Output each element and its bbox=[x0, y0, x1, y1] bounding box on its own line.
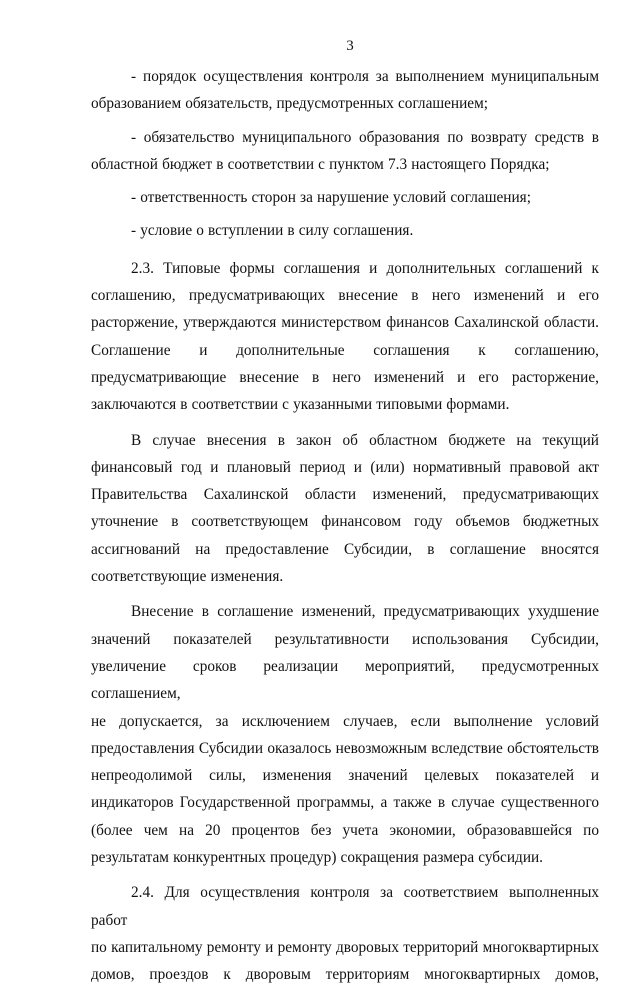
paragraph-line: уточнение в соответствующем финансовом году объемов бюджетных bbox=[91, 513, 599, 531]
document-body bbox=[91, 63, 599, 989]
paragraph bbox=[91, 63, 599, 118]
paragraph-line: Соглашение и дополнительные соглашения к соглашению, bbox=[91, 341, 599, 359]
paragraph-line: по капитальному ремонту и ремонту дворовых территорий многоквартирных bbox=[91, 938, 599, 956]
paragraph-line: соглашению, предусматривающих внесение в него изменений и его bbox=[91, 287, 599, 305]
paragraph-line: (более чем на 20 процентов без учета экономии, образовавшейся по bbox=[91, 821, 599, 839]
paragraph-line: - порядок осуществления контроля за выполнением муниципальным bbox=[131, 68, 599, 85]
paragraph-line: Внесение в соглашение изменений, предусматривающих ухудшение bbox=[131, 603, 599, 621]
paragraph-line: Правительства Сахалинской области изменений, предусматривающих bbox=[91, 486, 599, 504]
paragraph-line: увеличение сроков реализации мероприятий, предусмотренных соглашением, bbox=[91, 657, 599, 703]
paragraph-line: - условие о вступлении в силу соглашения. bbox=[131, 222, 414, 240]
paragraph-line: заключаются в соответствии с указанными типовыми формами. bbox=[91, 396, 510, 414]
paragraph bbox=[91, 879, 599, 988]
paragraph-line: финансовый год и плановый период и (или) нормативный правовой акт bbox=[91, 458, 599, 476]
paragraph-line: индикаторов Государственной программы, а также в случае существенного bbox=[91, 794, 599, 812]
paragraph-line: предусматривающие внесение в него изменений и его расторжение, bbox=[91, 368, 599, 386]
paragraph bbox=[91, 255, 599, 419]
paragraph-line: не допускается, за исключением случаев, если выполнение условий bbox=[91, 712, 599, 730]
paragraph-line: ассигнований на предоставление Субсидии, в соглашение вносятся bbox=[91, 540, 599, 558]
paragraph bbox=[91, 598, 599, 871]
page-number: 3 bbox=[346, 38, 354, 54]
paragraph-line: 2.3. Типовые формы соглашения и дополнительных соглашений к bbox=[131, 259, 599, 277]
paragraph bbox=[91, 427, 599, 591]
paragraph-line: 2.4. Для осуществления контроля за соответствием выполненных работ bbox=[91, 884, 599, 929]
paragraph-line: расторжение, утверждаются министерством финансов Сахалинской области. bbox=[91, 314, 599, 332]
paragraph-line: - ответственность сторон за нарушение условий соглашения; bbox=[131, 189, 531, 207]
paragraph-line: образованием обязательств, предусмотренных соглашением; bbox=[91, 95, 489, 113]
paragraph-line: домов, проездов к дворовым территориям многоквартирных домов, bbox=[91, 966, 599, 984]
paragraph-line: предоставления Субсидии оказалось невозможным вследствие обстоятельств bbox=[91, 739, 599, 757]
paragraph bbox=[91, 124, 599, 179]
paragraph-line: результатам конкурентных процедур) сокращения размера субсидии. bbox=[91, 849, 544, 867]
paragraph-line: - обязательство муниципального образования по возврату средств в bbox=[131, 128, 599, 146]
paragraph-line: непреодолимой силы, изменения значений целевых показателей и bbox=[91, 767, 599, 785]
paragraph-line: значений показателей результативности использования Субсидии, bbox=[91, 630, 599, 648]
paragraph bbox=[91, 184, 599, 211]
paragraph-line: областной бюджет в соответствии с пунктом 7.3 настоящего Порядка; bbox=[91, 155, 550, 173]
paragraph bbox=[91, 217, 599, 244]
paragraph-line: В случае внесения в закон об областном бюджете на текущий bbox=[131, 431, 599, 449]
paragraph-line: соответствующие изменения. bbox=[91, 568, 284, 586]
